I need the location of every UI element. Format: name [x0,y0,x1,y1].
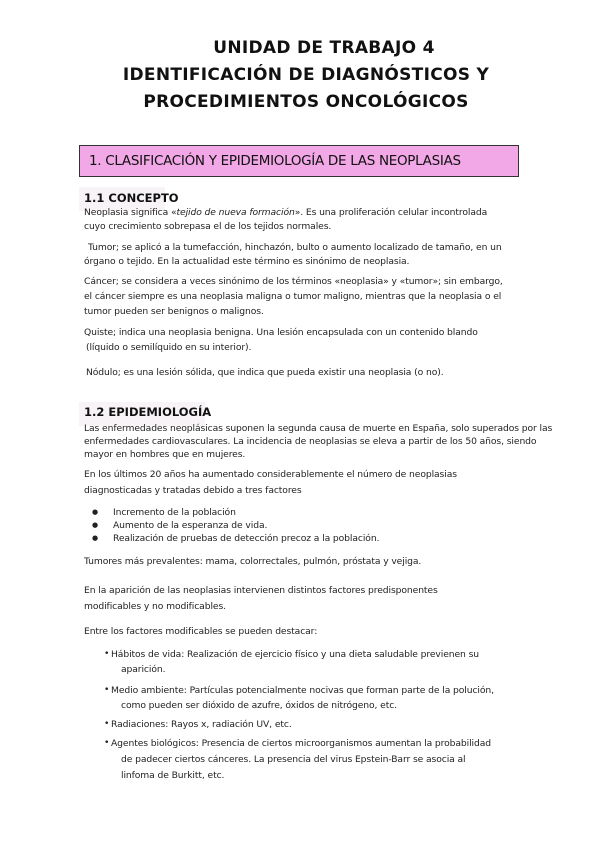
cancer-line-3: tumor pueden ser benignos o malignos. [84,306,264,317]
section-banner [79,145,519,177]
epi-p1-line-3: mayor en hombres que en mujeres. [84,449,246,460]
epi-p1-line-1: Las enfermedades neoplásicas suponen la segunda causa de muerte en España, solo superados por las [84,423,553,434]
tumor-line-2: órgano o tejido. En la actualidad este término es sinónimo de neoplasia. [84,256,410,267]
factor-bullet-3: ● [92,534,99,542]
factor-item-1: Incremento de la población [113,507,236,518]
title-line-3: PROCEDIMIENTOS ONCOLÓGICOS [143,92,469,112]
def-emphasis: tejido de nueva formación [176,207,295,218]
habitos-line-1: Hábitos de vida: Realización de ejercicio físico y una dieta saludable previenen su [111,649,479,660]
epi-p2-line-2: diagnosticadas y tratadas debido a tres factores [84,485,302,496]
title-line-2: IDENTIFICACIÓN DE DIAGNÓSTICOS Y [122,65,490,85]
mod-bullet-3: • [104,718,110,729]
agentes-line-2: de padecer ciertos cánceres. La presencia del virus Epstein-Barr se asocia al [121,754,466,765]
quiste-line-1: Quiste; indica una neoplasia benigna. Una lesión encapsulada con un contenido blando [84,327,478,338]
factor-bullet-2: ● [92,521,99,529]
epi-p1-line-2: enfermedades cardiovasculares. La incidencia de neoplasias se eleva a partir de los 50 años, siendo [84,436,537,447]
epi-p3-line-2: modificables y no modificables. [84,601,226,612]
concepto-definition-line-2: cuyo crecimiento sobrepasa el de los tejidos normales. [84,221,332,232]
medio-line-1: Medio ambiente: Partículas potencialmente nocivas que forman parte de la polución, [111,685,494,696]
section-heading: 1. CLASIFICACIÓN Y EPIDEMIOLOGÍA DE LAS NEOPLASIAS [89,153,461,169]
def-text-b: ». Es una proliferación celular incontrolada [294,207,488,218]
factor-bullet-1: ● [92,508,99,516]
medio-line-2: como pueden ser dióxido de azufre, óxidos de nitrógeno, etc. [121,700,397,711]
nodulo-line: Nódulo; es una lesión sólida, que indica que pueda existir una neoplasia (o no). [86,367,444,378]
agentes-line-1: Agentes biológicos: Presencia de ciertos microorganismos aumentan la probabilidad [111,738,492,749]
mod-bullet-1: • [104,648,110,659]
quiste-line-2: (líquido o semilíquido en su interior). [86,342,252,353]
tumor-line-1: Tumor; se aplicó a la tumefacción, hinchazón, bulto o aumento localizado de tamaño, en un [88,242,502,253]
def-text-a: Neoplasia significa « [84,207,177,218]
factor-item-3: Realización de pruebas de detección precoz a la población. [113,533,380,544]
habitos-line-2: aparición. [121,664,166,675]
concepto-heading: 1.1 CONCEPTO [84,191,179,205]
mod-bullet-2: • [104,684,110,695]
agentes-line-3: linfoma de Burkitt, etc. [121,770,225,781]
tumores-prevalentes: Tumores más prevalentes: mama, colorrectales, pulmón, próstata y vejiga. [84,556,422,567]
cancer-line-1: Cáncer; se considera a veces sinónimo de los términos «neoplasia» y «tumor»; sin embargo, [84,276,503,287]
factores-modificables-intro: Entre los factores modificables se pueden destacar: [84,626,318,637]
title-line-1: UNIDAD DE TRABAJO 4 [213,38,435,58]
epidemiologia-heading: 1.2 EPIDEMIOLOGÍA [84,405,212,419]
concepto-definition-line-1 [84,206,487,220]
epi-p2-line-1: En los últimos 20 años ha aumentado considerablemente el número de neoplasias [84,469,457,480]
mod-bullet-4: • [104,737,110,748]
epi-p3-line-1: En la aparición de las neoplasias intervienen distintos factores predisponentes [84,585,438,596]
cancer-line-2: el cáncer siempre es una neoplasia maligna o tumor maligno, mientras que la neoplasia o el [84,291,502,302]
factor-item-2: Aumento de la esperanza de vida. [113,520,268,531]
radiaciones-line: Radiaciones: Rayos x, radiación UV, etc. [111,719,292,730]
